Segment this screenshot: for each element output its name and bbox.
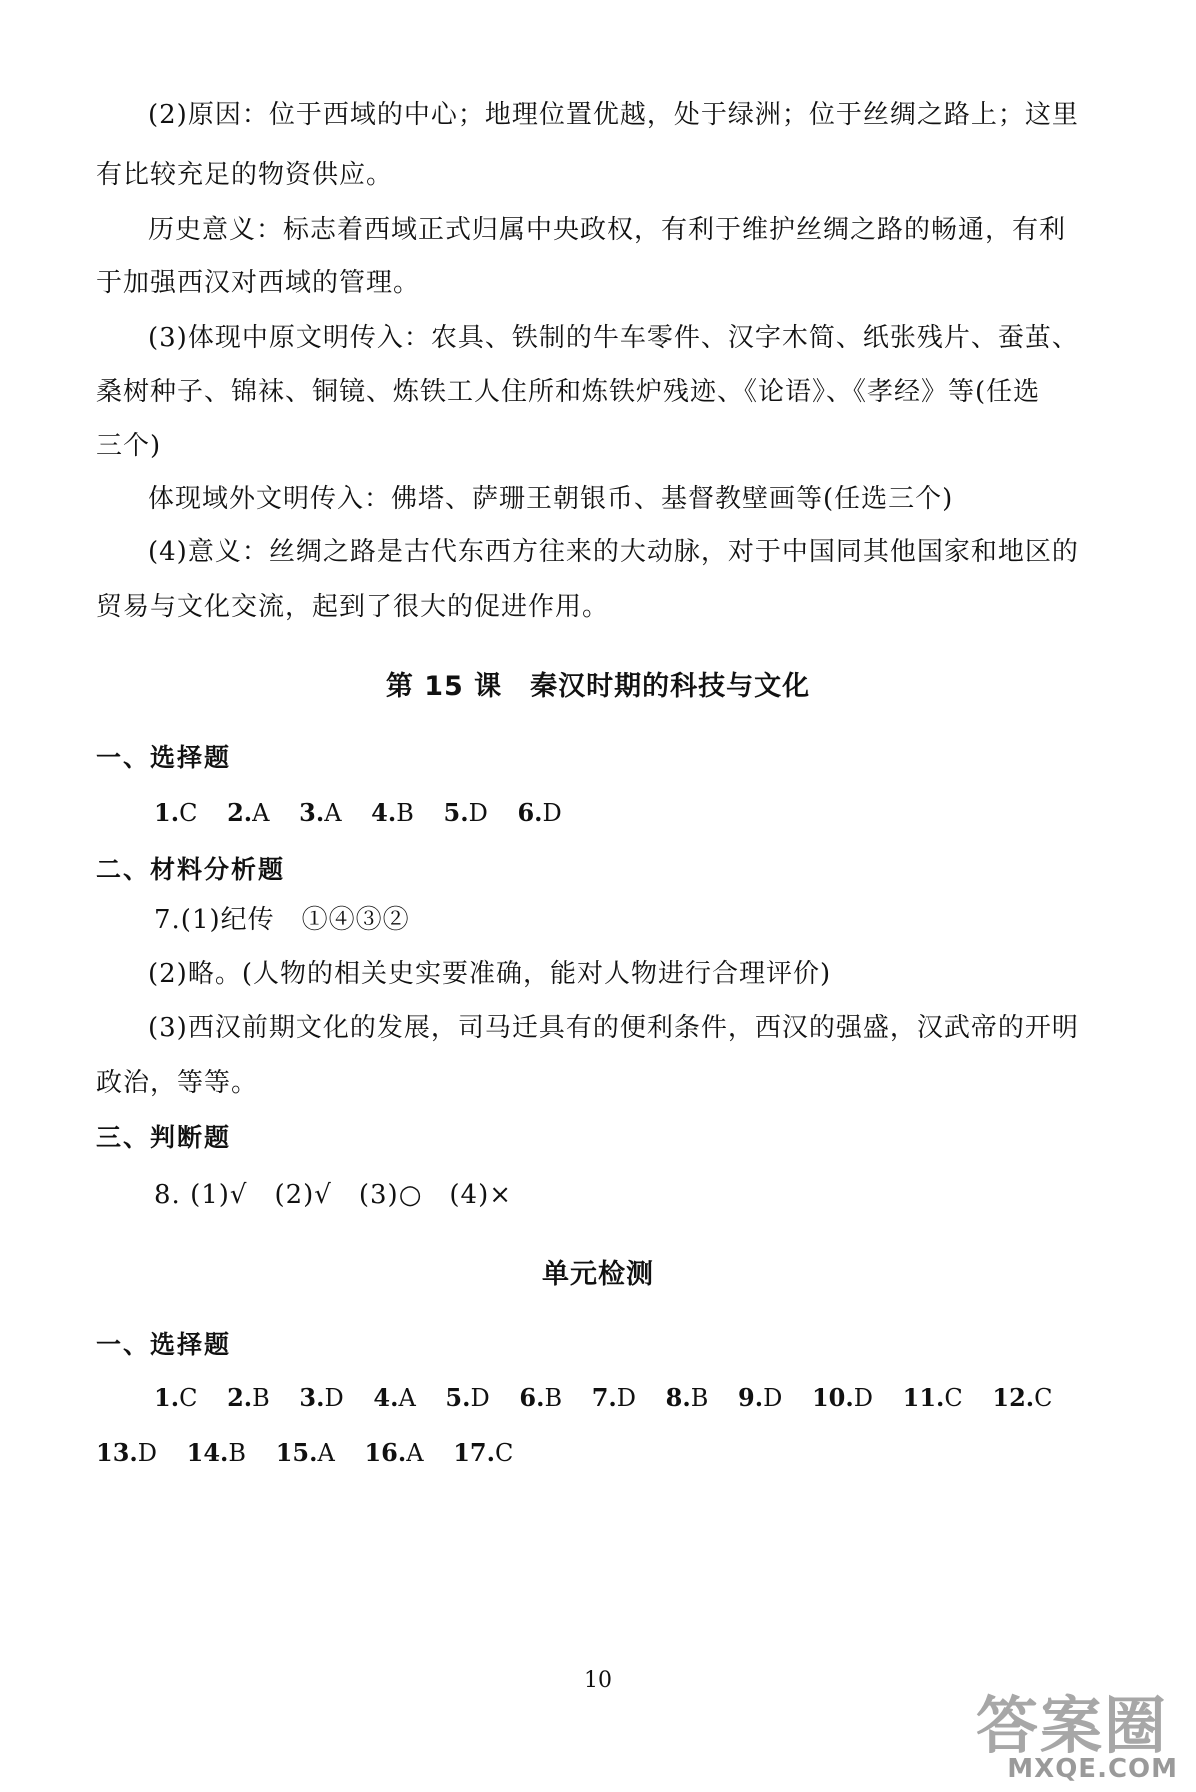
watermark-url: MXQE.COM <box>1007 1754 1178 1784</box>
answer-item: 1.C <box>154 1383 198 1412</box>
paragraph-central-civilization-line3: 三个) <box>96 431 162 461</box>
answer-item: 6.B <box>519 1383 563 1412</box>
paragraph-meaning-line1: (4)意义：丝绸之路是古代东西方往来的大动脉，对于中国同其他国家和地区的 <box>148 537 1079 567</box>
paragraph-reason-line1: (2)原因：位于西域的中心；地理位置优越，处于绿洲；位于丝绸之路上；这里 <box>148 100 1079 130</box>
answer-item: 3.A <box>299 798 342 827</box>
unit-section-choice: 一、选择题 <box>96 1330 232 1359</box>
answer-item: 5.D <box>445 1383 490 1412</box>
answer-item: 3.D <box>299 1383 344 1412</box>
paragraph-significance-line1: 历史意义：标志着西域正式归属中央政权，有利于维护丝绸之路的畅通，有利 <box>148 215 1067 245</box>
answer-item: 10.D <box>811 1383 873 1412</box>
unit-choice-answers-row2 <box>96 1433 535 1473</box>
lesson-15-choice-answers <box>154 793 584 833</box>
paragraph-significance-line2: 于加强西汉对西域的管理。 <box>96 268 421 298</box>
paragraph-reason-line2: 有比较充足的物资供应。 <box>96 160 394 190</box>
answer-item: 8.B <box>665 1383 709 1412</box>
lesson-15-section-material: 二、材料分析题 <box>96 855 286 884</box>
question-8-answers: 8. (1)√ (2)√ (3)○ (4)× <box>154 1180 512 1210</box>
watermark-text: 答案圈 <box>976 1689 1169 1762</box>
answer-item: 11.C <box>902 1383 963 1412</box>
answer-item: 4.A <box>373 1383 416 1412</box>
answer-item: 15.A <box>275 1438 335 1467</box>
paragraph-central-civilization-line2: 桑树种子、锦袜、铜镜、炼铁工人住所和炼铁炉残迹、《论语》、《孝经》等(任选 <box>96 377 1041 407</box>
answer-item: 1.C <box>154 798 198 827</box>
question-7-part-1: 7.(1)纪传 ①④③② <box>154 905 410 935</box>
paragraph-central-civilization-line1: (3)体现中原文明传入：农具、铁制的牛车零件、汉字木简、纸张残片、蚕茧、 <box>148 323 1079 353</box>
answer-item: 2.B <box>227 1383 270 1412</box>
page-number: 10 <box>584 1668 612 1693</box>
lesson-15-section-choice: 一、选择题 <box>96 743 232 772</box>
question-7-part-2: (2)略。(人物的相关史实要准确，能对人物进行合理评价) <box>148 959 832 989</box>
answer-item: 5.D <box>443 798 488 827</box>
answer-item: 12.C <box>992 1383 1053 1412</box>
paragraph-foreign-civilization: 体现域外文明传入：佛塔、萨珊王朝银币、基督教壁画等(任选三个) <box>148 484 954 514</box>
watermark-logo <box>976 1676 1186 1786</box>
answer-item: 4.B <box>371 798 414 827</box>
unit-choice-answers-row1 <box>154 1378 1075 1418</box>
paragraph-meaning-line2: 贸易与文化交流，起到了很大的促进作用。 <box>96 592 610 622</box>
answer-item: 16.A <box>364 1438 424 1467</box>
lesson-15-section-judgment: 三、判断题 <box>96 1123 232 1152</box>
answer-item: 13.D <box>96 1438 158 1467</box>
answer-item: 17.C <box>453 1438 514 1467</box>
answer-item: 14.B <box>186 1438 247 1467</box>
unit-test-title: 单元检测 <box>542 1259 654 1290</box>
answer-item: 6.D <box>517 798 562 827</box>
question-7-part-3-line2: 政治，等等。 <box>96 1068 259 1098</box>
lesson-15-title: 第 15 课 秦汉时期的科技与文化 <box>385 671 811 702</box>
answer-item: 7.D <box>591 1383 637 1412</box>
answer-item: 9.D <box>738 1383 783 1412</box>
question-7-part-3-line1: (3)西汉前期文化的发展，司马迁具有的便利条件，西汉的强盛，汉武帝的开明 <box>148 1013 1079 1043</box>
answer-item: 2.A <box>227 798 270 827</box>
